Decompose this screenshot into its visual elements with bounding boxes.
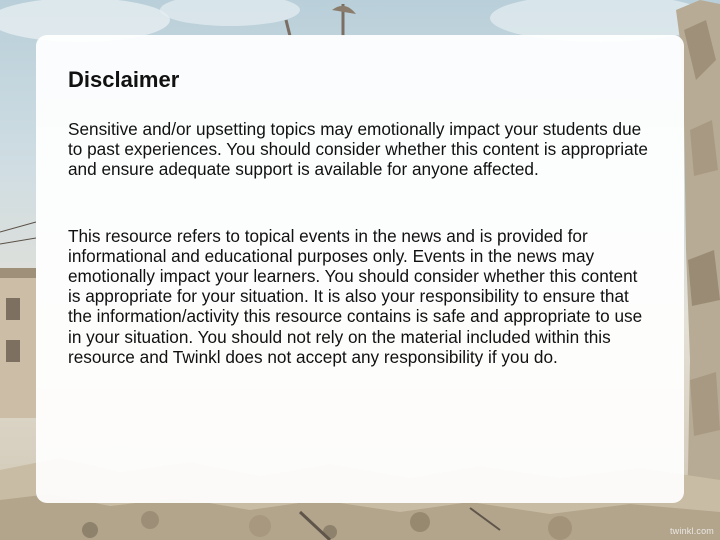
disclaimer-card xyxy=(36,35,684,503)
disclaimer-title: Disclaimer xyxy=(68,67,180,92)
disclaimer-paragraph-sensitive-topics: Sensitive and/or upsetting topics may emotionally impact your students due to past experiences. You should consider whether this content is appropriate and ensure adequate support is available for anyone affected. xyxy=(68,119,648,180)
twinkl-logo: twinkl.com xyxy=(669,526,714,536)
disclaimer-paragraph-topical-events: This resource refers to topical events in the news and is provided for informational and educational purposes only. Events in the news may emotionally impact your learners. You should consider whether this content is appropriate for your situation. It is also your responsibility to ensure that the information/activity this resource contains is safe and appropriate to use in your situation. You should not rely on the material included within this resource and Twinkl does not accept any responsibility if you do. xyxy=(68,225,643,367)
